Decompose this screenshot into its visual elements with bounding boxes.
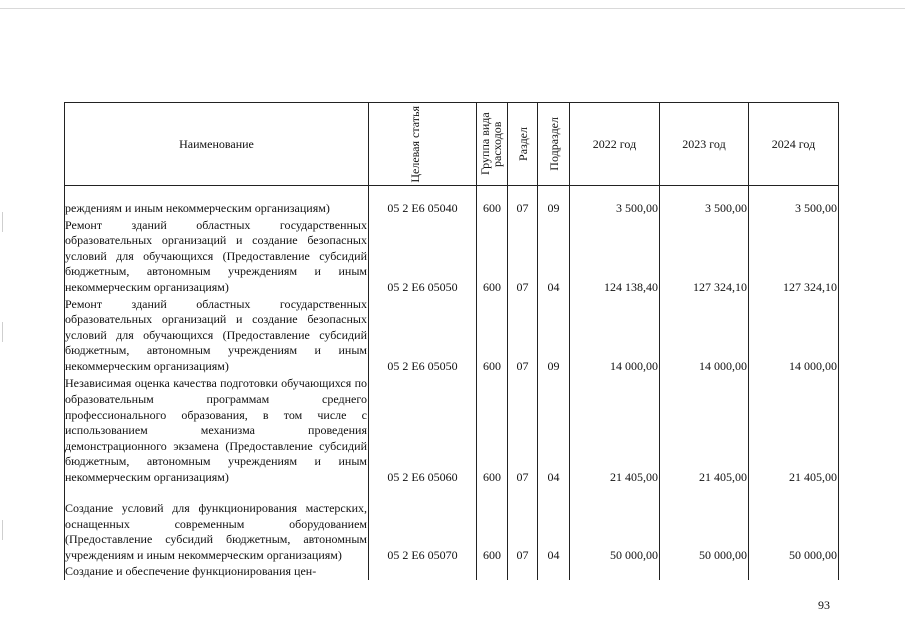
row-expense-group: 600 <box>477 486 508 564</box>
header-subsection: Подраздел <box>538 103 570 186</box>
scan-mark <box>2 322 3 342</box>
table-row <box>65 217 839 296</box>
row-section: 07 <box>508 486 538 564</box>
row-section: 07 <box>508 296 538 375</box>
row-value-2022: 14 000,00 <box>570 296 660 375</box>
row-value-2023: 50 000,00 <box>660 486 749 564</box>
row-name: Создание и обеспечение функционирования цен- <box>65 564 369 580</box>
table-row <box>65 486 839 564</box>
header-year-2022: 2022 год <box>570 103 660 186</box>
row-name: Создание условий для функционирования мастерских, оснащенных современным оборудованием (Предоставление субсидий бюджетным, автономным учреждениям и иным некоммерческим организациям) <box>65 486 369 564</box>
budget-table-container <box>64 102 838 580</box>
row-value-2022 <box>570 564 660 580</box>
row-value-2022: 3 500,00 <box>570 186 660 217</box>
row-target-article: 05 2 Е6 05040 <box>369 186 477 217</box>
row-expense-group <box>477 564 508 580</box>
row-expense-group: 600 <box>477 186 508 217</box>
row-section: 07 <box>508 375 538 486</box>
row-value-2024: 127 324,10 <box>749 217 839 296</box>
header-name: Наименование <box>65 103 369 186</box>
row-target-article <box>369 564 477 580</box>
row-value-2024: 3 500,00 <box>749 186 839 217</box>
row-section <box>508 564 538 580</box>
row-value-2023: 21 405,00 <box>660 375 749 486</box>
row-value-2023 <box>660 564 749 580</box>
header-section: Раздел <box>508 103 538 186</box>
row-value-2022: 21 405,00 <box>570 375 660 486</box>
row-expense-group: 600 <box>477 217 508 296</box>
row-value-2024: 14 000,00 <box>749 296 839 375</box>
row-name: Ремонт зданий областных государственных образовательных организаций и создание безопасных условий для обучающихся (Предоставление субсидий бюджетным, автономным учреждениям и иным некоммерческим организациям) <box>65 217 367 294</box>
row-value-2023: 127 324,10 <box>660 217 749 296</box>
row-value-2023: 3 500,00 <box>660 186 749 217</box>
row-target-article: 05 2 Е6 05050 <box>369 296 477 375</box>
table-header-row <box>65 103 839 186</box>
row-subsection: 04 <box>538 217 570 296</box>
header-target-article: Целевая статья <box>369 103 477 186</box>
row-value-2024 <box>749 564 839 580</box>
row-subsection: 04 <box>538 375 570 486</box>
row-expense-group: 600 <box>477 296 508 375</box>
row-subsection: 09 <box>538 296 570 375</box>
row-subsection: 09 <box>538 186 570 217</box>
scan-mark <box>2 520 3 540</box>
header-year-2023: 2023 год <box>660 103 749 186</box>
row-target-article: 05 2 Е6 05060 <box>369 375 477 486</box>
row-target-article: 05 2 Е6 05070 <box>369 486 477 564</box>
row-target-article: 05 2 Е6 05050 <box>369 217 477 296</box>
scan-edge-line <box>0 8 905 9</box>
row-value-2023: 14 000,00 <box>660 296 749 375</box>
row-subsection <box>538 564 570 580</box>
header-expense-group: Группа вида расходов <box>477 103 508 186</box>
header-year-2024: 2024 год <box>749 103 839 186</box>
scan-mark <box>2 212 3 232</box>
row-value-2022: 50 000,00 <box>570 486 660 564</box>
row-value-2022: 124 138,40 <box>570 217 660 296</box>
row-section: 07 <box>508 217 538 296</box>
table-row <box>65 296 839 375</box>
row-value-2024: 50 000,00 <box>749 486 839 564</box>
row-name: Ремонт зданий областных государственных образовательных организаций и создание безопасных условий для обучающихся (Предоставление субсидий бюджетным, автономным учреждениям и иным некоммерческим организациям) <box>65 296 367 373</box>
row-name: Независимая оценка качества подготовки обучающихся по образовательным программам среднего профессионального образования, в том числе с использованием механизма проведения демонстрационного экзамена (Предоставление субсидий бюджетным, автономным учреждениям и иным некоммерческим организациям) <box>65 376 367 484</box>
budget-table <box>64 102 839 580</box>
table-row <box>65 375 839 486</box>
page-number: 93 <box>818 598 830 612</box>
row-value-2024: 21 405,00 <box>749 375 839 486</box>
row-section: 07 <box>508 186 538 217</box>
row-name: реждениям и иным некоммерческим организациям) <box>65 186 369 217</box>
row-subsection: 04 <box>538 486 570 564</box>
table-row <box>65 186 839 217</box>
row-expense-group: 600 <box>477 375 508 486</box>
table-row <box>65 564 839 580</box>
